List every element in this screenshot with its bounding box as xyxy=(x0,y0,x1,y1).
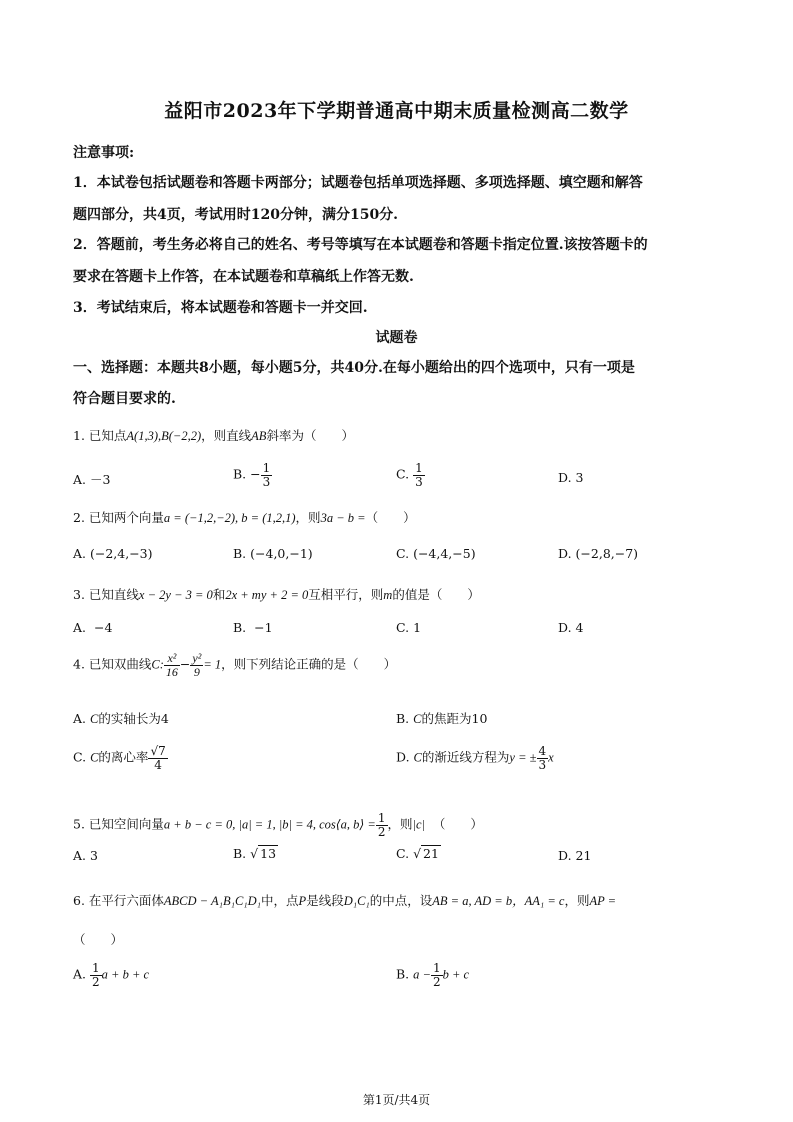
q4-option-d: D. C的渐近线方程为y = ± $\frac{4}{3}$ x xyxy=(396,744,554,772)
part1-heading-line-2: 符合题目要求的. xyxy=(73,391,176,407)
q2-expr: 3a − b = xyxy=(320,511,366,525)
q3-var: m xyxy=(383,588,393,602)
notice-item-2-line-2: 要求在答题卡上作答，在本试题卷和草稿纸上作答无数. xyxy=(73,269,414,285)
q1-c-frac: $\frac{1}{3}$ xyxy=(415,461,423,489)
q1-b-sign: − xyxy=(250,466,261,482)
notice-item-1-line-2: 题四部分，共4页，考试用时120分钟，满分150分. xyxy=(73,207,399,223)
q2-option-d: D. (−2,8,−7) xyxy=(558,546,639,561)
q1-option-d: D. 3 xyxy=(558,470,584,485)
q3-option-a: A. −4 xyxy=(73,620,113,635)
q1-prefix: 1. 已知点 xyxy=(73,428,127,443)
q4-prefix: 4. 已知双曲线 xyxy=(73,656,152,672)
question-2 xyxy=(73,508,416,526)
section-title: 试题卷 xyxy=(375,330,418,346)
q1-mid: ，则直线 xyxy=(201,428,252,443)
q4-frac-y: $\frac{\text{y²}}{9}$ xyxy=(192,651,202,679)
q3-line-1: x − 2y − 3 = 0 xyxy=(138,588,213,602)
q1-b-label: B. xyxy=(233,466,247,482)
question-3 xyxy=(73,585,480,603)
q4-c-frac: $\frac{√7}{4}$ xyxy=(150,744,166,772)
q2-prefix: 2. 已知两个向量 xyxy=(73,510,164,525)
q1-suffix: 斜率为（ ） xyxy=(266,428,354,443)
q3-and: 和 xyxy=(212,587,226,602)
notice-item-3: 3．考试结束后，将本试题卷和答题卡一并交回. xyxy=(73,300,368,316)
q5-option-a: A. 3 xyxy=(73,848,98,863)
q5-half: $\frac{1}{2}$ xyxy=(377,811,386,839)
q2-vectors: a = (−1,2,−2), b = (1,2,1) xyxy=(163,511,296,525)
q3-line-2: 2x + my + 2 = 0 xyxy=(225,588,309,602)
q3-mid: 互相平行，则 xyxy=(308,587,384,602)
q3-option-c: C. 1 xyxy=(396,620,422,635)
q1-line: AB xyxy=(251,429,267,443)
q1-option-b xyxy=(233,462,272,488)
q5-prefix: 5. 已知空间向量 xyxy=(73,816,164,832)
q3-option-d: D. 4 xyxy=(558,620,584,635)
q4-option-a: A. C的实轴长为4 xyxy=(73,711,169,726)
q2-option-a: A. (−2,4,−3) xyxy=(73,546,153,561)
notice-item-2-line-1: 2．答题前，考生务必将自己的姓名、考号等填写在本试题卷和答题卡指定位置.该按答题卡的 xyxy=(73,237,648,253)
q5-option-d: D. 21 xyxy=(558,848,592,863)
q3-option-b: B. −1 xyxy=(233,620,273,635)
q6-blank: （ ） xyxy=(73,932,124,947)
q6-a-frac: $\frac{1}{2}$ xyxy=(92,961,100,989)
q4-d-frac: $\frac{4}{3}$ xyxy=(538,744,547,772)
notice-item-1-line-1: 1．本试卷包括试题卷和答题卡两部分；试题卷包括单项选择题、多项选择题、填空题和解答 xyxy=(73,175,643,191)
q2-option-b: B. (−4,0,−1) xyxy=(233,546,313,561)
q4-option-b: B. C的焦距为10 xyxy=(396,711,488,726)
q6-option-b: B. a − $\frac{1}{2}$ b + c xyxy=(396,961,470,989)
question-1 xyxy=(73,426,354,444)
q5-option-c: C. √ 21 xyxy=(396,846,439,861)
page-footer: 第1页/共4页 xyxy=(362,1093,431,1107)
q5-condition: a + b − c = 0, |a| = 1, |b| = 4, cos⟨a, b⟩ = xyxy=(163,817,376,832)
q1-points: A(1,3),B(−2,2) xyxy=(126,429,202,443)
q6-b-frac: $\frac{1}{2}$ xyxy=(432,961,441,989)
question-6: 6. 在平行六面体ABCD − A₁B₁C₁D₁中，点P是线段D₁C₁的中点，设AB = a, AD = b，AA₁ = c，则AP = xyxy=(73,893,617,908)
q5-option-b: B. √ 13 xyxy=(233,846,277,861)
q1-b-frac: $\frac{1}{3}$ xyxy=(262,461,271,489)
question-5: 5. 已知空间向量a + b − c = 0, |a| = 1, |b| = 4, cos⟨a, b⟩ = $\frac{1}{2}$ ，则|c| （ ） xyxy=(73,811,483,839)
q4-frac-x: $\frac{\text{x²}}{16}$ xyxy=(165,651,178,679)
notice-heading: 注意事项: xyxy=(73,145,135,161)
q4-option-c: C. C的离心率 $\frac{√7}{4}$ xyxy=(73,744,166,772)
part1-heading-line-1: 一、选择题：本题共8小题，每小题5分，共40分.在每小题给出的四个选项中，只有一项是 xyxy=(73,360,635,376)
q4-suffix: ，则下列结论正确的是（ ） xyxy=(221,656,397,672)
q1-c-label: C. xyxy=(396,466,410,482)
page-title: 益阳市2023年下学期普通高中期末质量检测高二数学 xyxy=(164,100,629,122)
q1-option-a: A. －3 xyxy=(73,472,111,487)
q1-option-c xyxy=(396,462,425,488)
q3-suffix: 的值是（ ） xyxy=(392,587,480,602)
q3-prefix: 3. 已知直线 xyxy=(73,587,139,602)
question-4: 4. 已知双曲线C: $\frac{\text{x²}}{16}$ − $\frac{\text{y²}}{9}$ = 1，则下列结论正确的是（ ） xyxy=(73,651,397,679)
q2-mid: ，则 xyxy=(295,510,321,525)
q2-option-c: C. (−4,4,−5) xyxy=(396,546,476,561)
q6-option-a: A. $\frac{1}{2}$ a + b + c xyxy=(73,961,150,989)
q2-suffix: （ ） xyxy=(365,510,416,525)
